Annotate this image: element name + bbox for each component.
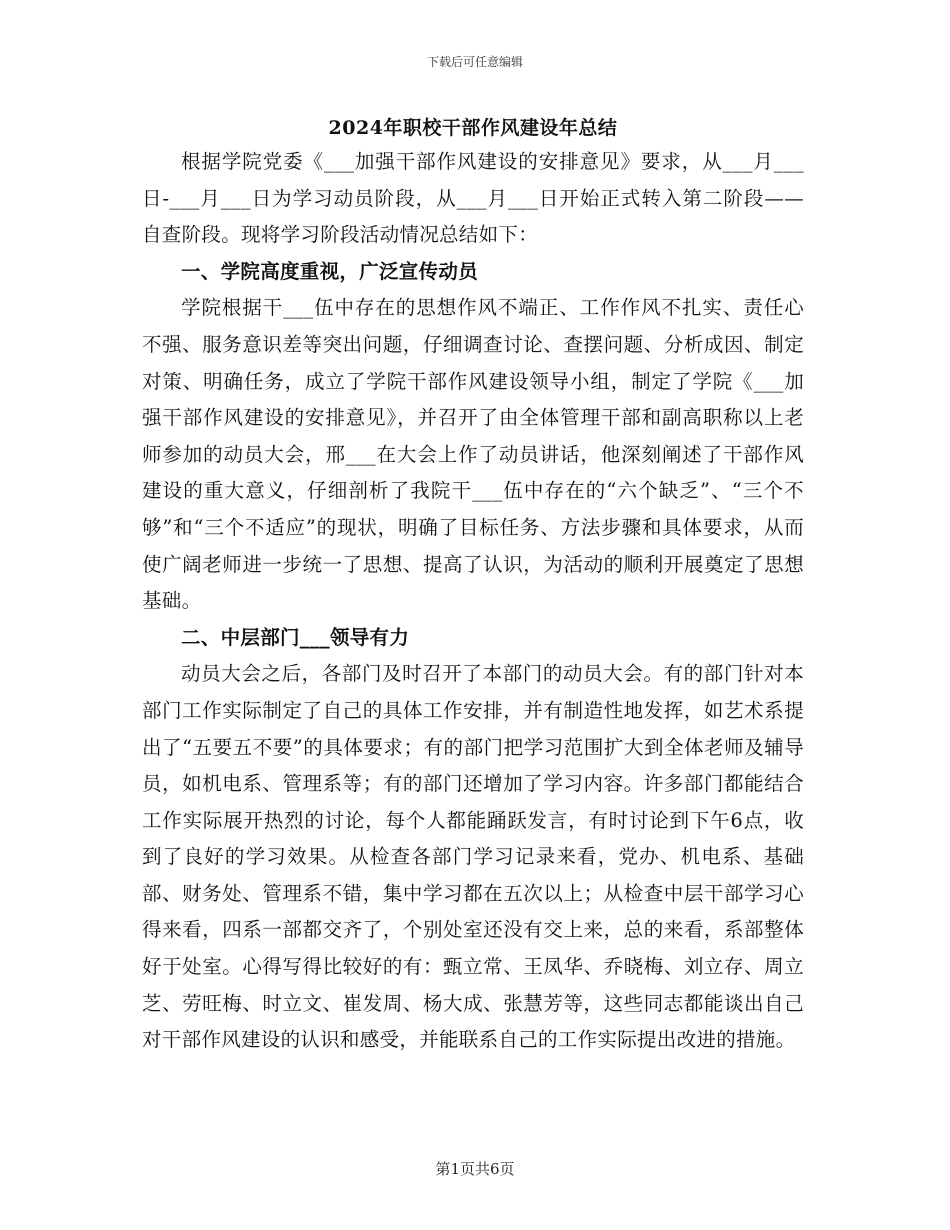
section-1-heading: 一、学院高度重视，广泛宣传动员: [181, 259, 479, 283]
document-title: 2024年职校干部作风建设年总结: [328, 117, 618, 139]
section-1-paragraph: 学院根据干___伍中存在的思想作风不端正、工作作风不扎实、责任心不强、服务意识差等突出问题，仔细调查讨论、查摆问题、分析成因、制定对策、明确任务，成立了学院干部作风建设领导小组，制定了学院《___加强干部作风建设的安排意见》，并召开了由全体管理干部和副高职称以上老师参加的动员大会，邢___在大会上作了动员讲话，他深刻阐述了干部作风建设的重大意义，仔细剖析了我院干___伍中存在的“六个缺乏”、“三个不够”和“三个不适应”的现状，明确了目标任务、方法步骤和具体要求，从而使广阔老师进一步统一了思想、提高了认识，为活动的顺利开展奠定了思想基础。: [142, 296, 804, 613]
section-2-heading: 二、中层部门___领导有力: [181, 625, 410, 649]
page-number-footer: 第1页共6页: [435, 1160, 515, 1178]
page-header-note: 下载后可任意编辑: [426, 55, 523, 69]
intro-paragraph: 根据学院党委《___加强干部作风建设的安排意见》要求，从___月___日-___月___日为学习动员阶段，从___月___日开始正式转入第二阶段——自查阶段。现将学习阶段活动情况总结如下：: [142, 150, 804, 247]
document-body: [142, 112, 804, 1059]
section-2-paragraph: 动员大会之后，各部门及时召开了本部门的动员大会。有的部门针对本部门工作实际制定了自己的具体工作安排，并有制造性地发挥，如艺术系提出了“五要五不要”的具体要求；有的部门把学习范围扩大到全体老师及辅导员，如机电系、管理系等；有的部门还增加了学习内容。许多部门都能结合工作实际展开热烈的讨论，每个人都能踊跃发言，有时讨论到下午6点，收到了良好的学习效果。从检查各部门学习记录来看，党办、机电系、基础部、财务处、管理系不错，集中学习都在五次以上；从检查中层干部学习心得来看，四系一部都交齐了，个别处室还没有交上来，总的来看，系部整体好于处室。心得写得比较好的有：甄立常、王凤华、乔晓梅、刘立存、周立芝、劳旺梅、时立文、崔发周、杨大成、张慧芳等，这些同志都能谈出自己对干部作风建设的认识和感受，并能联系自己的工作实际提出改进的措施。: [142, 662, 804, 1052]
